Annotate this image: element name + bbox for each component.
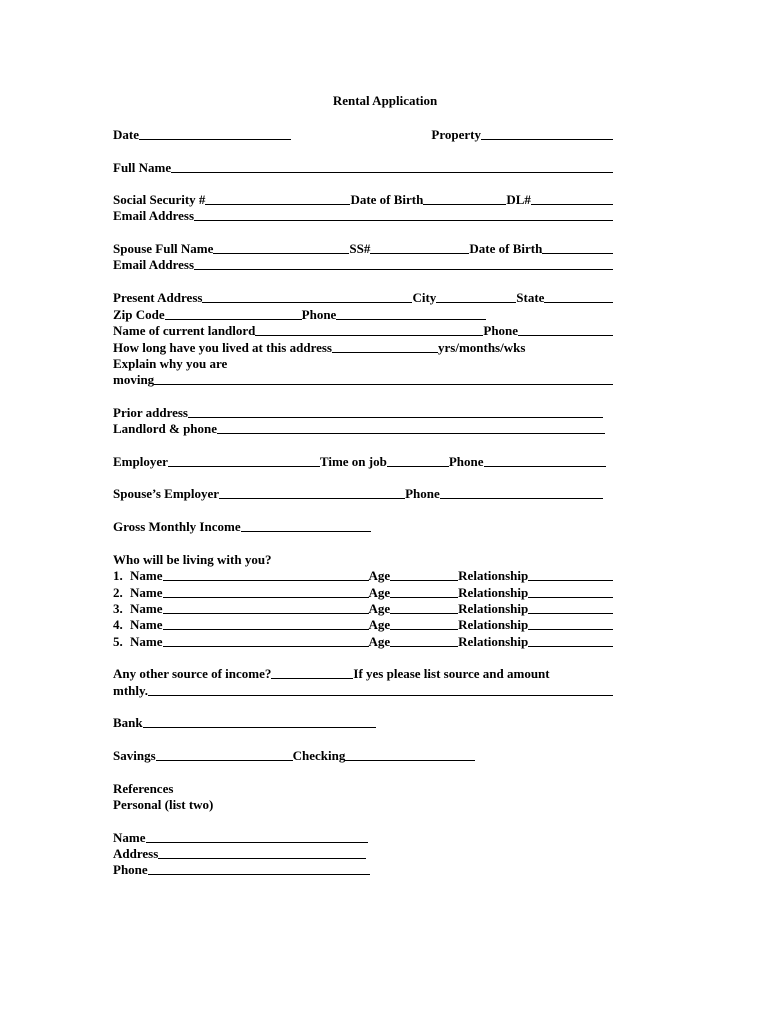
personal-row: [113, 797, 613, 813]
landlord-phone-field[interactable]: [518, 334, 613, 336]
references-label: References: [113, 781, 174, 796]
occupant-age-label: Age: [368, 634, 391, 649]
spouse-employer-field[interactable]: [219, 497, 405, 499]
landlord-field[interactable]: [255, 334, 483, 336]
ref-phone-row: [113, 862, 613, 878]
other-income-row: [113, 666, 613, 682]
occupant-row: [113, 585, 613, 601]
occupant-number: 5.: [113, 634, 123, 649]
how-long-label: How long have you lived at this address: [113, 340, 332, 355]
landlord-phone2-label: Landlord & phone: [113, 421, 218, 436]
phone-label: Phone: [301, 307, 337, 322]
occupant-age-label: Age: [368, 585, 391, 600]
email-label: Email Address: [113, 208, 195, 223]
mthly-label: mthly.: [113, 683, 149, 698]
occupant-name-label: Name: [130, 634, 163, 649]
savings-label: Savings: [113, 748, 156, 763]
email-field[interactable]: [194, 219, 613, 221]
ssn-row: [113, 192, 613, 208]
employer-phone-label: Phone: [448, 454, 484, 469]
occupant-relationship-label: Relationship: [458, 585, 529, 600]
ref-name-field[interactable]: [146, 841, 368, 843]
prior-address-field[interactable]: [188, 416, 603, 418]
occupant-relationship-field[interactable]: [528, 628, 613, 630]
property-field[interactable]: [481, 138, 613, 140]
occupant-age-field[interactable]: [390, 645, 458, 647]
gross-income-row: [113, 519, 613, 535]
occupant-relationship-field[interactable]: [528, 596, 613, 598]
ref-address-field[interactable]: [158, 857, 366, 859]
prior-address-row: [113, 405, 603, 421]
zip-field[interactable]: [165, 318, 302, 320]
references-row: [113, 781, 613, 797]
full-name-field[interactable]: [171, 171, 613, 173]
occupant-relationship-label: Relationship: [458, 568, 529, 583]
landlord-row: [113, 323, 613, 339]
email-row: [113, 208, 613, 224]
occupant-name-field[interactable]: [163, 579, 369, 581]
occupant-relationship-field[interactable]: [528, 645, 613, 647]
spouse-ss-label: SS#: [349, 241, 371, 256]
landlord-phone-row: [113, 421, 605, 437]
city-field[interactable]: [436, 301, 516, 303]
occupant-age-field[interactable]: [390, 596, 458, 598]
occupant-name-label: Name: [130, 568, 163, 583]
occupant-name-label: Name: [130, 601, 163, 616]
dob-label: Date of Birth: [350, 192, 424, 207]
dob-field[interactable]: [423, 203, 506, 205]
occupant-age-label: Age: [368, 568, 391, 583]
savings-field[interactable]: [156, 759, 293, 761]
employer-phone-field[interactable]: [484, 465, 607, 467]
employer-label: Employer: [113, 454, 168, 469]
city-label: City: [412, 290, 437, 305]
state-label: State: [516, 290, 545, 305]
occupant-name-label: Name: [130, 585, 163, 600]
spouse-employer-row: [113, 486, 603, 502]
occupant-age-field[interactable]: [390, 612, 458, 614]
spouse-employer-phone-label: Phone: [405, 486, 440, 501]
spouse-name-field[interactable]: [213, 252, 349, 254]
other-income-field[interactable]: [271, 677, 353, 679]
occupant-age-field[interactable]: [390, 579, 458, 581]
explain-label: Explain why you are: [113, 356, 228, 371]
landlord-phone-label: Phone: [483, 323, 519, 338]
occupant-relationship-label: Relationship: [458, 634, 529, 649]
occupant-age-label: Age: [368, 601, 391, 616]
occupant-name-field[interactable]: [163, 628, 369, 630]
ref-name-row: [113, 830, 613, 846]
occupant-relationship-label: Relationship: [458, 601, 529, 616]
ref-address-row: [113, 846, 613, 862]
occupant-relationship-field[interactable]: [528, 612, 613, 614]
who-living-label: Who will be living with you?: [113, 552, 272, 567]
present-address-row: [113, 290, 613, 306]
date-field[interactable]: [139, 138, 291, 140]
date-property-row: [113, 127, 613, 143]
mthly-field[interactable]: [148, 694, 613, 696]
property-label: Property: [431, 127, 481, 142]
spouse-name-label: Spouse Full Name: [113, 241, 214, 256]
full-name-label: Full Name: [113, 160, 172, 175]
checking-label: Checking: [292, 748, 346, 763]
if-yes-label: If yes please list source and amount: [353, 666, 550, 681]
dl-label: DL#: [506, 192, 531, 207]
spouse-ss-field[interactable]: [370, 252, 469, 254]
occupant-number: 1.: [113, 568, 123, 583]
state-field[interactable]: [544, 301, 613, 303]
ref-phone-field[interactable]: [148, 873, 370, 875]
occupant-name-label: Name: [130, 617, 163, 632]
ref-phone-label: Phone: [113, 862, 148, 877]
page-title: Rental Application: [332, 93, 438, 108]
occupant-name-field[interactable]: [163, 645, 369, 647]
occupant-row: [113, 634, 613, 650]
checking-field[interactable]: [345, 759, 475, 761]
occupant-relationship-label: Relationship: [458, 617, 529, 632]
bank-row: [113, 715, 613, 731]
present-address-label: Present Address: [113, 290, 203, 305]
occupant-age-label: Age: [368, 617, 391, 632]
time-on-job-label: Time on job: [319, 454, 387, 469]
zip-row: [113, 307, 613, 323]
occupant-relationship-field[interactable]: [528, 579, 613, 581]
savings-row: [113, 748, 613, 764]
occupant-name-field[interactable]: [163, 612, 369, 614]
ref-address-label: Address: [113, 846, 159, 861]
spouse-dob-field[interactable]: [542, 252, 613, 254]
how-long-unit: yrs/months/wks: [438, 340, 526, 355]
occupant-name-field[interactable]: [163, 596, 369, 598]
employer-row: [113, 454, 606, 470]
moving-row: [113, 372, 613, 388]
ref-name-label: Name: [113, 830, 146, 845]
landlord-phone2-field[interactable]: [217, 432, 605, 434]
present-address-field[interactable]: [202, 301, 412, 303]
dl-field[interactable]: [531, 203, 613, 205]
bank-field[interactable]: [143, 726, 376, 728]
spouse-email-label: Email Address: [113, 257, 195, 272]
date-label: Date: [113, 127, 139, 142]
gross-income-field[interactable]: [241, 530, 371, 532]
moving-field[interactable]: [154, 383, 613, 385]
spouse-email-field[interactable]: [194, 268, 613, 270]
prior-address-label: Prior address: [113, 405, 188, 420]
occupant-number: 4.: [113, 617, 123, 632]
who-living-row: [113, 552, 613, 568]
moving-label: moving: [113, 372, 155, 387]
bank-label: Bank: [113, 715, 143, 730]
ssn-field[interactable]: [205, 203, 350, 205]
occupant-number: 2.: [113, 585, 123, 600]
spouse-row: [113, 241, 613, 257]
employer-field[interactable]: [168, 465, 320, 467]
time-on-job-field[interactable]: [387, 465, 449, 467]
spouse-email-row: [113, 257, 613, 273]
how-long-field[interactable]: [332, 351, 438, 353]
occupant-number: 3.: [113, 601, 123, 616]
occupant-age-field[interactable]: [390, 628, 458, 630]
how-long-row: [113, 340, 613, 356]
spouse-employer-phone-field[interactable]: [440, 497, 603, 499]
other-income-label: Any other source of income?: [113, 666, 272, 681]
landlord-label: Name of current landlord: [113, 323, 256, 338]
personal-label: Personal (list two): [113, 797, 214, 812]
zip-label: Zip Code: [113, 307, 165, 322]
spouse-employer-label: Spouse’s Employer: [113, 486, 220, 501]
spouse-dob-label: Date of Birth: [469, 241, 543, 256]
full-name-row: [113, 160, 613, 176]
occupant-row: [113, 568, 613, 584]
explain-row: [113, 356, 613, 372]
occupant-row: [113, 601, 613, 617]
occupant-row: [113, 617, 613, 633]
mthly-row: [113, 683, 613, 699]
ssn-label: Social Security #: [113, 192, 206, 207]
gross-income-label: Gross Monthly Income: [113, 519, 241, 534]
phone-field[interactable]: [336, 318, 486, 320]
